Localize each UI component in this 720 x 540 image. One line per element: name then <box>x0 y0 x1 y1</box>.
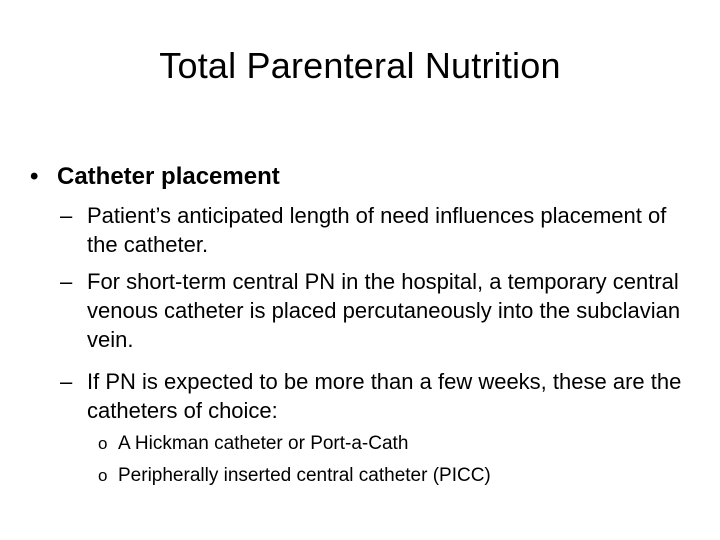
third-bullet-text: A Hickman catheter or Port-a-Cath <box>118 433 409 454</box>
dash-icon: – <box>60 269 73 294</box>
circle-bullet-icon: o <box>98 466 108 485</box>
sub-bullet-item <box>60 201 700 259</box>
main-bullet-text: Catheter placement <box>57 163 280 190</box>
circle-bullet-icon: o <box>98 434 108 453</box>
dash-icon: – <box>60 369 73 394</box>
dash-icon: – <box>60 203 73 228</box>
bullet-icon: • <box>30 163 39 190</box>
sub-bullet-item <box>60 367 700 425</box>
sub-bullet-item <box>60 267 700 354</box>
third-bullet-text: Peripherally inserted central catheter (PICC) <box>118 465 491 486</box>
slide-title: Total Parenteral Nutrition <box>159 45 561 86</box>
sub-bullet-text: If PN is expected to be more than a few weeks, these are the catheters of choice: <box>87 369 682 423</box>
sub-bullet-text: Patient’s anticipated length of need influences placement of the catheter. <box>87 203 667 257</box>
sub-bullet-text: For short-term central PN in the hospital, a temporary central venous catheter is placed percutaneously into the subclavian vein. <box>87 269 681 352</box>
